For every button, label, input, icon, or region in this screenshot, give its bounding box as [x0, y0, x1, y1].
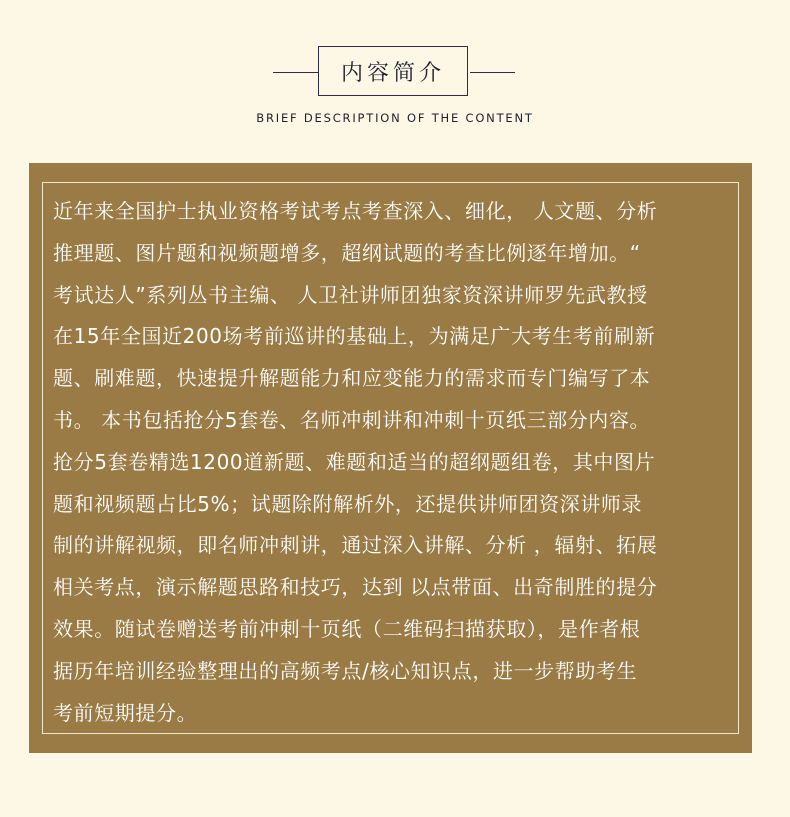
- description-line: 考前短期提分。: [53, 700, 198, 725]
- description-line: 效果。随试卷赠送考前冲刺十页纸（二维码扫描获取），是作者根: [53, 616, 641, 641]
- description-line: 抢分5套卷精选1200道新题、难题和适当的超纲题组卷，其中图片: [53, 449, 656, 474]
- description-line: 在15年全国近200场考前巡讲的基础上，为满足广大考生考前刷新: [53, 324, 656, 349]
- description-line: 题、刷难题，快速提升解题能力和应变能力的需求而专门编写了本: [53, 366, 651, 391]
- description-line: 推理题、图片题和视频题增多，超纲试题的考查比例逐年增加。“: [53, 240, 641, 265]
- description-text: [53, 191, 733, 734]
- title-left-rule: [273, 72, 318, 73]
- description-line: 制的讲解视频，即名师冲刺讲，通过深入讲解、分析 ，辐射、拓展: [53, 533, 658, 558]
- description-panel: [29, 163, 752, 753]
- section-header: [0, 0, 790, 140]
- description-line: 相关考点，演示解题思路和技巧，达到 以点带面、出奇制胜的提分: [53, 575, 658, 600]
- section-subtitle: BRIEF DESCRIPTION OF THE CONTENT: [256, 111, 534, 125]
- description-line: 考试达人”系列丛书主编、 人卫社讲师团独家资深讲师罗先武教授: [53, 282, 648, 307]
- title-right-rule: [470, 72, 515, 73]
- section-title-box: [318, 46, 468, 96]
- description-line: 近年来全国护士执业资格考试考点考查深入、细化， 人文题、分析: [53, 199, 658, 223]
- section-title: 内容简介: [340, 60, 445, 86]
- description-frame: [42, 182, 739, 734]
- description-line: 据历年培训经验整理出的高频考点/核心知识点，进一步帮助考生: [53, 658, 638, 683]
- description-line: 题和视频题占比5%；试题除附解析外，还提供讲师团资深讲师录: [53, 491, 643, 516]
- description-line: 书。 本书包括抢分5套卷、名师冲刺讲和冲刺十页纸三部分内容。: [53, 407, 651, 432]
